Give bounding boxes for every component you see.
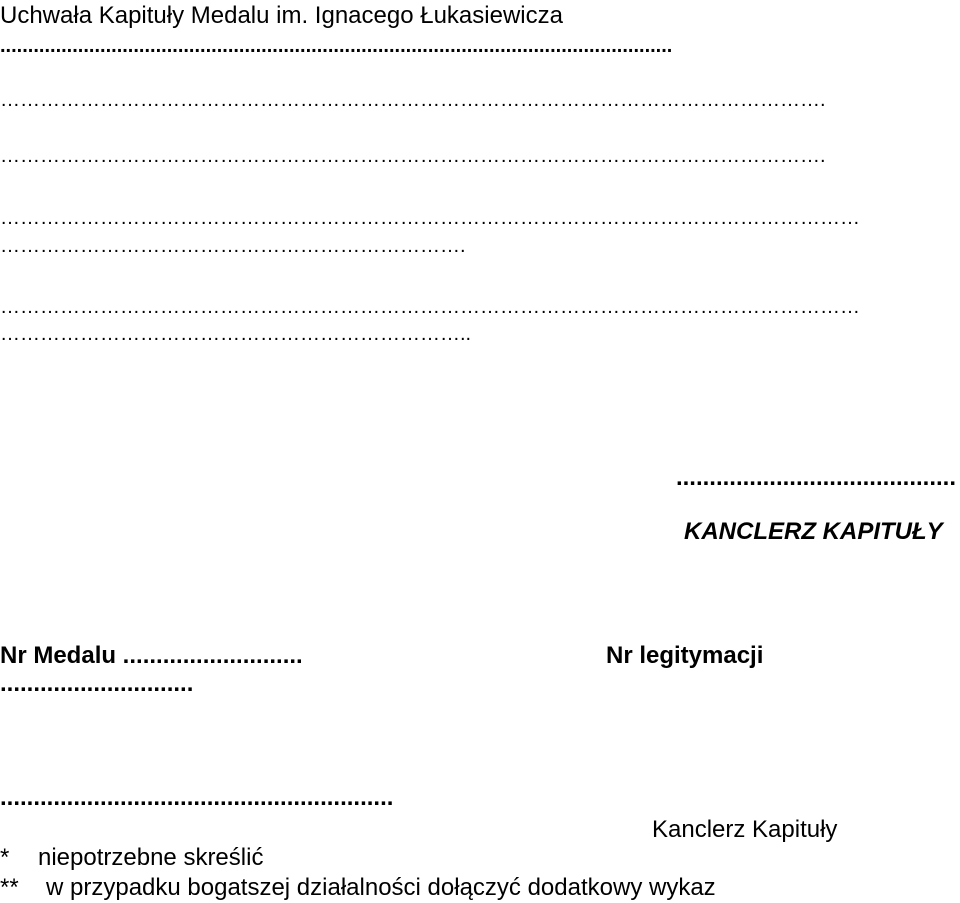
bottom-signature-caption: Kanclerz Kapituły — [652, 816, 838, 843]
medal-number-continuation: ............................. — [0, 670, 194, 697]
footnote-2-marker: ** — [0, 874, 19, 901]
medal-number-label: Nr Medalu ........................... — [0, 642, 303, 669]
dotted-line-7: …………………………………………………………….. — [0, 323, 472, 345]
dotted-line-6: ………………………………………………………………………………………………………………… — [0, 296, 860, 318]
footnote-2-text: w przypadku bogatszej działalności dołączyć dodatkowy wykaz — [46, 874, 716, 901]
document-title: Uchwała Kapituły Medalu im. Ignacego Łukasiewicza — [0, 2, 563, 29]
footnote-1-text: niepotrzebne skreślić — [38, 844, 264, 871]
dotted-line-2: ……………………………………………………………………………………………………………. — [0, 89, 826, 111]
signature-line-chancellor: .......................................... — [675, 464, 956, 491]
chancellor-caption: KANCLERZ KAPITUŁY — [684, 518, 943, 545]
id-number-label: Nr legitymacji — [606, 642, 764, 669]
dotted-line-3: ……………………………………………………………………………………………………………. — [0, 145, 826, 167]
footnote-1-marker: * — [0, 844, 10, 871]
signature-line-bottom: ........................................................... — [0, 784, 394, 811]
dotted-line-5: ……………………………………………………………. — [0, 235, 466, 257]
dotted-line-1: ......................................................................................................................... — [0, 35, 673, 57]
dotted-line-4: ………………………………………………………………………………………………………………… — [0, 207, 860, 229]
